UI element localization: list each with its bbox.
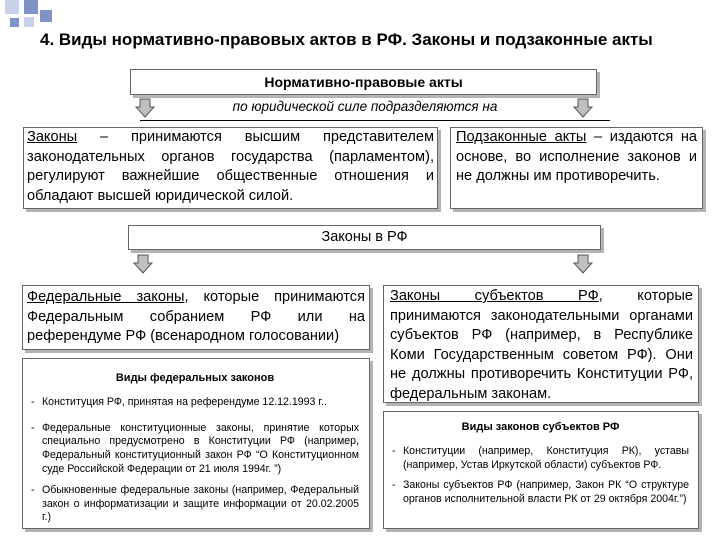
page-title: 4. Виды нормативно-правовых актов в РФ. Законы и подзаконные акты (40, 30, 653, 49)
federal-laws-box (22, 285, 370, 350)
bylaws-text: – издаются на основе, во исполнение законов и не должны им противоречить. (456, 129, 697, 185)
arrow-down-icon (135, 98, 155, 118)
regional-type-1: Конституции (например, Конституция РК), уставы (например, Устав Иркутской области) субъектов РФ. (403, 444, 689, 471)
federal-type-2: Федеральные конституционные законы, принятие которых специально предусмотрено в Конституции РФ (например, Федеральный конституционный закон РФ “О Конституционном суде Российской Федерации от 21 июля 1994г. ”) (42, 421, 359, 475)
divider-caption: по юридической силе подразделяются на (232, 99, 498, 114)
federal-types-heading: Виды федеральных законов (115, 372, 275, 384)
list-dash: - (31, 395, 35, 408)
deco-square (24, 17, 34, 27)
federal-laws-term: Федеральные законы (27, 289, 185, 305)
federal-types-box (22, 358, 370, 529)
arrow-down-icon (573, 98, 593, 118)
deco-square (40, 10, 52, 22)
federal-type-3: Обыкновенные федеральные законы (например, Федеральный закон о информатизации и защите информации от 20.02.2005 г.) (42, 483, 359, 524)
laws-box (23, 127, 438, 209)
federal-types-list (31, 396, 359, 525)
decorative-squares (0, 0, 60, 30)
laws-rf-label: Законы в РФ (321, 229, 408, 245)
top-box-label: Нормативно-правовые акты (264, 74, 463, 90)
list-item (392, 479, 689, 507)
list-item (31, 484, 359, 525)
regional-types-box (383, 411, 699, 529)
list-dash: - (392, 479, 396, 492)
list-dash: - (31, 483, 35, 496)
regional-types-heading: Виды законов субъектов РФ (461, 421, 620, 433)
laws-text: – принимаются высшим представителем законодательных органов государства (парламентом), регулируют важнейшие общественные отношения и обладают высшей юридической силой. (27, 129, 434, 204)
list-item (31, 422, 359, 477)
regional-types-list (392, 445, 689, 507)
bylaws-term: Подзаконные акты (456, 129, 587, 145)
arrow-down-icon (573, 254, 593, 274)
list-item (31, 396, 359, 410)
regional-type-2: Законы субъектов РФ (например, Закон РК “О структуре органов исполнительной власти РК от 29 октября 2004г.”) (403, 479, 689, 506)
deco-square (24, 0, 38, 14)
list-item (392, 445, 689, 473)
deco-square (5, 0, 19, 14)
divider-line (140, 120, 610, 121)
arrow-down-icon (133, 254, 153, 274)
federal-type-1: Конституция РФ, принятая на референдуме 12.12.1993 г.. (42, 395, 327, 408)
laws-term: Законы (27, 129, 78, 145)
regional-laws-text: , которые принимаются законодательными органами субъектов РФ (например, в Республике Коми Государственным советом РФ). Они не должны противоречить Конституции РФ, федеральным законам. (390, 288, 693, 402)
list-dash: - (392, 444, 396, 457)
list-dash: - (31, 421, 35, 434)
federal-laws-text: , которые принимаются Федеральным собранием РФ или на референдуме РФ (всенародном голосовании) (27, 289, 365, 345)
top-box (130, 69, 597, 95)
bylaws-box (450, 127, 703, 209)
regional-laws-term: Законы субъектов РФ (390, 288, 599, 304)
deco-square (10, 18, 19, 27)
laws-rf-box (128, 225, 601, 250)
regional-laws-box (383, 285, 699, 403)
